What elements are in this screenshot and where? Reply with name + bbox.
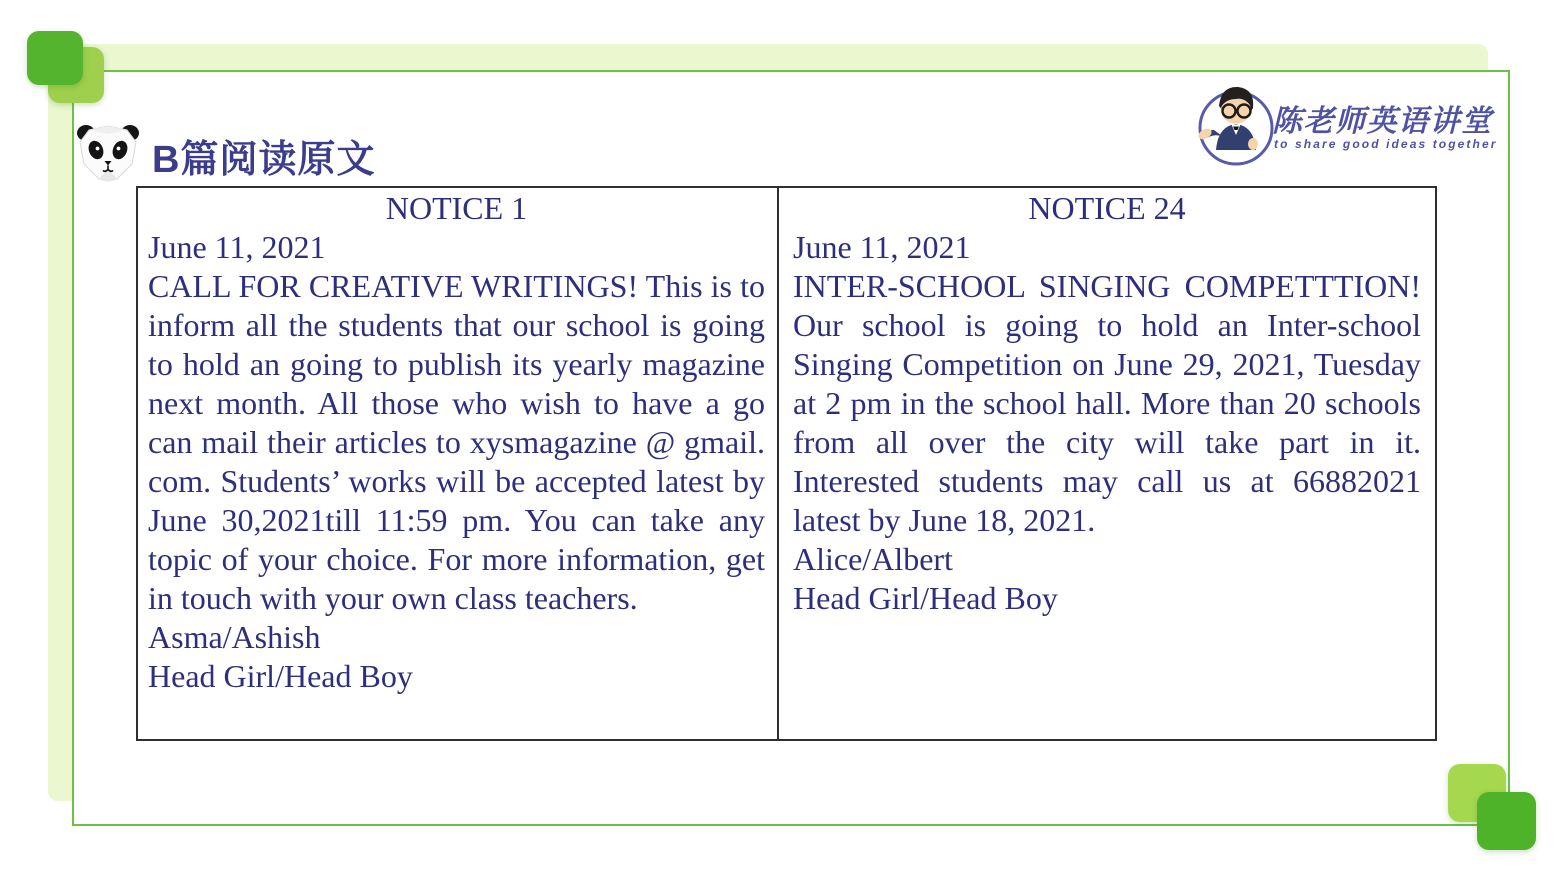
notice-date: June 11, 2021 [148,229,326,265]
notice-body: CALL FOR CREATIVE WRITINGS! This is to inform all the students that our school is going to hold an going to publish its yearly magazine next month. All those who wish to have a go can mail their articles to xysmagazine @ gmail. com. Students’ works will be accepted latest by June 30,2021till 11:59 pm. You can take any topic of your choice. For more information, get in touch with your own class teachers. [148,268,765,616]
signature-role: Head Girl/Head Boy [793,580,1058,616]
notice-date: June 11, 2021 [793,229,971,265]
panda-face-icon [76,124,140,182]
decor-square-bottom-right-dark [1477,792,1536,850]
decor-square-top-left-dark [27,31,83,85]
notice-header: NOTICE 24 [1028,190,1186,226]
signature-names: Asma/Ashish [148,619,321,655]
notice-header: NOTICE 1 [385,190,528,226]
notice-cell-2 [777,188,1435,739]
signature-names: Alice/Albert [793,541,953,577]
notice-body: INTER-SCHOOL SINGING COMPETTTION! Our school is going to hold an Inter-school Singing Competition on June 29, 2021, Tuesday at 2 pm in the school hall. More than 20 schools from all over the city will take part in it. Interested students may call us at 66882021 latest by June 18, 2021. [793,268,1421,538]
brand-name: 陈老师英语讲堂 [1272,105,1493,138]
notice-cell-1 [138,188,777,739]
teacher-mascot-icon [1192,80,1276,166]
page-title: B篇阅读原文 [152,139,376,181]
brand-tagline: to share good ideas together [1274,137,1498,151]
signature-role: Head Girl/Head Boy [148,658,413,694]
notice-table [136,186,1437,741]
